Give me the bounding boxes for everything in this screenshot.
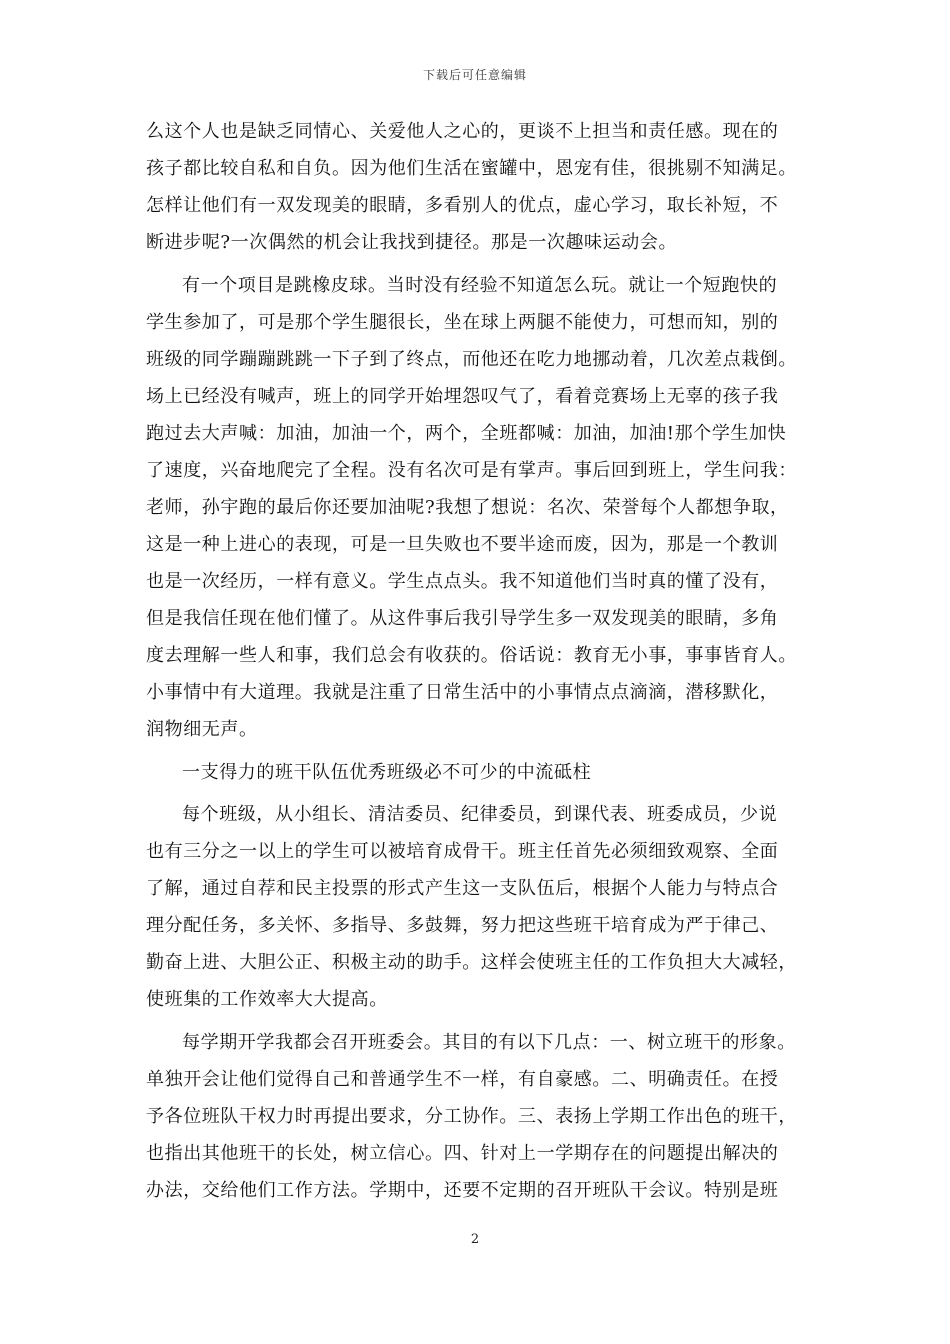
page-number: 2: [470, 1232, 480, 1247]
text-line: 但是我信任现在他们懂了。从这件事后我引导学生多一双发现美的眼睛，多角: [146, 608, 779, 629]
text-line: 怎样让他们有一双发现美的眼睛，多看别人的优点，虚心学习，取长补短，不: [146, 195, 779, 216]
text-line: 勤奋上进、大胆公正、积极主动的助手。这样会使班主任的工作负担大大减轻，: [146, 952, 797, 973]
text-line: 这是一种上进心的表现，可是一旦失败也不要半途而废，因为，那是一个教训: [146, 534, 779, 555]
text-line: 么这个人也是缺乏同情心、关爱他人之心的，更谈不上担当和责任感。现在的: [146, 121, 779, 142]
text-line: 有一个项目是跳橡皮球。当时没有经验不知道怎么玩。就让一个短跑快的: [182, 275, 778, 296]
text-line: 孩子都比较自私和自负。因为他们生活在蜜罐中，恩宠有佳，很挑剔不知满足。: [146, 158, 797, 179]
text-line: 也是一次经历，一样有意义。学生点点头。我不知道他们当时真的懂了没有，: [146, 571, 779, 592]
text-line: 也有三分之一以上的学生可以被培育成骨干。班主任首先必须细致观察、全面: [146, 841, 779, 862]
text-line: 也指出其他班干的长处，树立信心。四、针对上一学期存在的问题提出解决的: [146, 1143, 779, 1164]
text-line: 使班集的工作效率大大提高。: [146, 989, 388, 1010]
text-line: 老师，孙宇跑的最后你还要加油呢?我想了想说：名次、荣誉每个人都想争取，: [146, 497, 789, 518]
page-header: 下载后可任意编辑: [422, 68, 527, 82]
text-line: 学生参加了，可是那个学生腿很长，坐在球上两腿不能使力，可想而知，别的: [146, 312, 779, 333]
text-line: 单独开会让他们觉得自己和普通学生不一样，有自豪感。二、明确责任。在授: [146, 1069, 779, 1090]
section-heading: 一支得力的班干队伍优秀班级必不可少的中流砥柱: [182, 762, 592, 783]
text-line: 了解，通过自荐和民主投票的形式产生这一支队伍后，根据个人能力与特点合: [146, 878, 779, 899]
text-line: 班级的同学蹦蹦跳跳一下子到了终点，而他还在吃力地挪动着，几次差点栽倒。: [146, 349, 797, 370]
text-line: 办法，交给他们工作方法。学期中，还要不定期的召开班队干会议。特别是班: [146, 1180, 779, 1201]
text-line: 每学期开学我都会召开班委会。其目的有以下几点：一、树立班干的形象。: [182, 1032, 796, 1053]
text-line: 每个班级，从小组长、清洁委员、纪律委员，到课代表、班委成员，少说: [182, 804, 778, 825]
text-line: 跑过去大声喊：加油，加油一个，两个，全班都喊：加油，加油!那个学生加快: [146, 423, 787, 444]
text-line: 予各位班队干权力时再提出要求，分工协作。三、表扬上学期工作出色的班干，: [146, 1106, 797, 1127]
text-line: 断进步呢?一次偶然的机会让我找到捷径。那是一次趣味运动会。: [146, 232, 678, 253]
text-line: 理分配任务，多关怀、多指导、多鼓舞，努力把这些班干培育成为严于律己、: [146, 915, 779, 936]
text-line: 度去理解一些人和事，我们总会有收获的。俗话说：教育无小事，事事皆育人。: [146, 645, 797, 666]
text-line: 了速度，兴奋地爬完了全程。没有名次可是有掌声。事后回到班上，学生问我：: [146, 460, 797, 481]
text-line: 小事情中有大道理。我就是注重了日常生活中的小事情点点滴滴，潜移默化，: [146, 682, 779, 703]
text-line: 润物细无声。: [146, 719, 258, 740]
text-line: 场上已经没有喊声，班上的同学开始埋怨叹气了，看着竞赛场上无辜的孩子我: [146, 386, 779, 407]
